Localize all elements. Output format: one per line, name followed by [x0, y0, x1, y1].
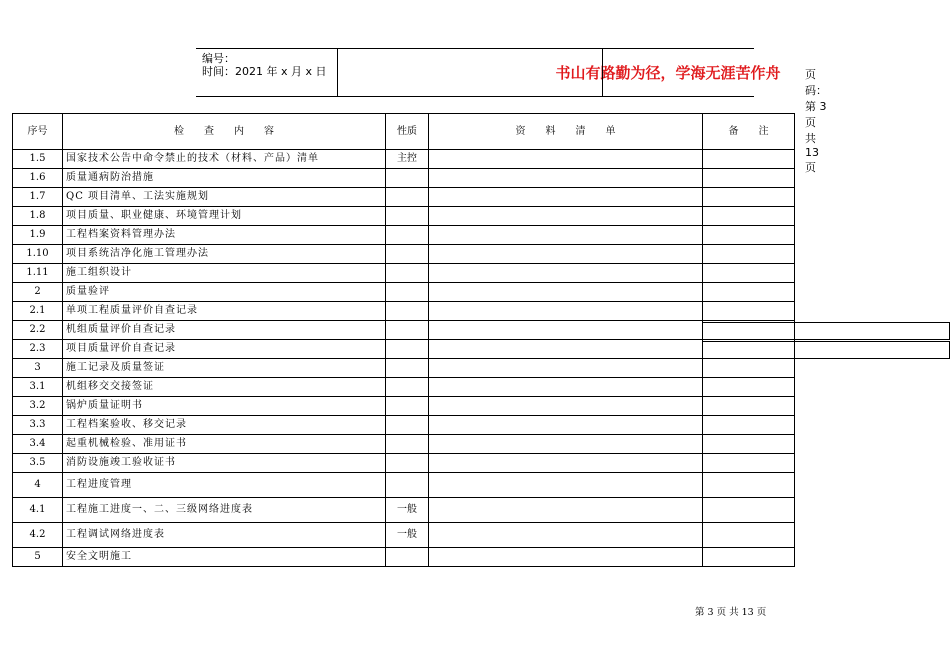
header-divider — [602, 49, 603, 96]
table-row — [13, 150, 795, 169]
row-number: 3.2 — [13, 397, 63, 416]
row-property — [386, 416, 429, 435]
row-property — [386, 397, 429, 416]
table-row — [13, 397, 795, 416]
row-content: 项目质量、职业健康、环境管理计划 — [63, 207, 386, 226]
checklist-table — [12, 113, 795, 567]
row-property — [386, 207, 429, 226]
row-remarks — [703, 283, 795, 302]
row-remarks — [703, 245, 795, 264]
row-content: 质量通病防治措施 — [63, 169, 386, 188]
row-number: 1.6 — [13, 169, 63, 188]
row-property — [386, 473, 429, 498]
row-materials — [429, 283, 703, 302]
row-remarks — [703, 302, 795, 321]
table-row — [13, 454, 795, 473]
row-content: 起重机械检验、准用证书 — [63, 435, 386, 454]
row-property: 主控 — [386, 150, 429, 169]
row-remarks — [703, 548, 795, 567]
column-header-property: 性质 — [386, 114, 429, 150]
table-row — [13, 435, 795, 454]
row-number: 1.10 — [13, 245, 63, 264]
row-remarks — [703, 473, 795, 498]
column-header-materials: 资 料 清 单 — [429, 114, 703, 150]
row-materials — [429, 207, 703, 226]
table-row — [13, 226, 795, 245]
row-content: 锅炉质量证明书 — [63, 397, 386, 416]
column-header-content: 检 查 内 容 — [63, 114, 386, 150]
row-number: 3.5 — [13, 454, 63, 473]
table-row — [13, 207, 795, 226]
row-remarks — [703, 416, 795, 435]
row-materials — [429, 397, 703, 416]
row-property — [386, 188, 429, 207]
row-number: 5 — [13, 548, 63, 567]
table-row — [13, 498, 795, 523]
row-number: 3.3 — [13, 416, 63, 435]
row-content: QC 项目清单、工法实施规划 — [63, 188, 386, 207]
row-property — [386, 302, 429, 321]
row-number: 3.4 — [13, 435, 63, 454]
row-materials — [429, 523, 703, 548]
table-row — [13, 188, 795, 207]
row-number: 1.11 — [13, 264, 63, 283]
row-number: 1.7 — [13, 188, 63, 207]
row-content: 项目质量评价自查记录 — [63, 340, 386, 359]
header-meta — [202, 52, 327, 78]
motto-text: 书山有路勤为径，学海无涯苦作舟 — [555, 64, 781, 82]
row-number: 2.2 — [13, 321, 63, 340]
table-row — [13, 416, 795, 435]
row-content: 质量验评 — [63, 283, 386, 302]
row-property — [386, 264, 429, 283]
serial-number-label: 编号： — [202, 52, 235, 65]
row-content: 机组质量评价自查记录 — [63, 321, 386, 340]
table-row — [13, 548, 795, 567]
table-row — [13, 321, 795, 340]
row-property — [386, 226, 429, 245]
row-remarks — [703, 378, 795, 397]
row-remarks — [703, 397, 795, 416]
row-property — [386, 321, 429, 340]
row-number: 1.9 — [13, 226, 63, 245]
row-remarks — [703, 523, 795, 548]
row-number: 4.1 — [13, 498, 63, 523]
row-content: 消防设施竣工验收证书 — [63, 454, 386, 473]
row-property — [386, 359, 429, 378]
header-divider — [337, 49, 338, 96]
row-materials — [429, 302, 703, 321]
row-remarks — [703, 454, 795, 473]
row-property — [386, 548, 429, 567]
row-remarks — [703, 435, 795, 454]
row-remarks — [703, 226, 795, 245]
row-materials — [429, 435, 703, 454]
row-materials — [429, 169, 703, 188]
row-number: 2.3 — [13, 340, 63, 359]
row-number: 4.2 — [13, 523, 63, 548]
row-number: 2 — [13, 283, 63, 302]
row-property — [386, 378, 429, 397]
table-row — [13, 359, 795, 378]
row-content: 机组移交交接签证 — [63, 378, 386, 397]
row-number: 1.8 — [13, 207, 63, 226]
row-remarks — [703, 207, 795, 226]
row-remarks — [703, 169, 795, 188]
row-content: 工程调试网络进度表 — [63, 523, 386, 548]
table-row — [13, 169, 795, 188]
overflow-row-border — [702, 322, 950, 340]
table-row — [13, 264, 795, 283]
row-materials — [429, 378, 703, 397]
row-materials — [429, 245, 703, 264]
row-content: 施工组织设计 — [63, 264, 386, 283]
row-content: 单项工程质量评价自查记录 — [63, 302, 386, 321]
row-content: 工程施工进度一、二、三级网络进度表 — [63, 498, 386, 523]
date-label: 时间：2021 年 x 月 x 日 — [202, 65, 327, 78]
table-header-row — [13, 114, 795, 150]
row-remarks — [703, 150, 795, 169]
row-materials — [429, 188, 703, 207]
row-materials — [429, 454, 703, 473]
column-header-remarks: 备 注 — [703, 114, 795, 150]
row-property: 一般 — [386, 498, 429, 523]
row-content: 项目系统洁净化施工管理办法 — [63, 245, 386, 264]
row-remarks — [703, 188, 795, 207]
row-content: 施工记录及质量签证 — [63, 359, 386, 378]
row-materials — [429, 340, 703, 359]
table-row — [13, 523, 795, 548]
row-materials — [429, 473, 703, 498]
row-content: 安全文明施工 — [63, 548, 386, 567]
footer-page-number: 第 3 页 共 13 页 — [695, 607, 767, 618]
row-materials — [429, 498, 703, 523]
row-property — [386, 283, 429, 302]
row-materials — [429, 226, 703, 245]
row-property — [386, 454, 429, 473]
column-header-no: 序号 — [13, 114, 63, 150]
row-content: 工程档案资料管理办法 — [63, 226, 386, 245]
row-remarks — [703, 498, 795, 523]
row-remarks — [703, 264, 795, 283]
row-materials — [429, 321, 703, 340]
overflow-row-border — [702, 341, 950, 359]
row-content: 国家技术公告中命令禁止的技术（材料、产品）清单 — [63, 150, 386, 169]
table-row — [13, 245, 795, 264]
row-materials — [429, 150, 703, 169]
row-property — [386, 169, 429, 188]
header-page-number: 页码：第 3 页 共 13 页 — [805, 68, 827, 174]
row-number: 3 — [13, 359, 63, 378]
row-property — [386, 435, 429, 454]
row-content: 工程进度管理 — [63, 473, 386, 498]
row-number: 2.1 — [13, 302, 63, 321]
table-row — [13, 283, 795, 302]
row-materials — [429, 548, 703, 567]
row-property: 一般 — [386, 523, 429, 548]
row-property — [386, 340, 429, 359]
row-number: 4 — [13, 473, 63, 498]
row-remarks — [703, 359, 795, 378]
table-row — [13, 378, 795, 397]
row-number: 3.1 — [13, 378, 63, 397]
table-row — [13, 340, 795, 359]
row-content: 工程档案验收、移交记录 — [63, 416, 386, 435]
table-row — [13, 302, 795, 321]
row-materials — [429, 264, 703, 283]
row-materials — [429, 359, 703, 378]
row-number: 1.5 — [13, 150, 63, 169]
table-row — [13, 473, 795, 498]
row-materials — [429, 416, 703, 435]
row-property — [386, 245, 429, 264]
